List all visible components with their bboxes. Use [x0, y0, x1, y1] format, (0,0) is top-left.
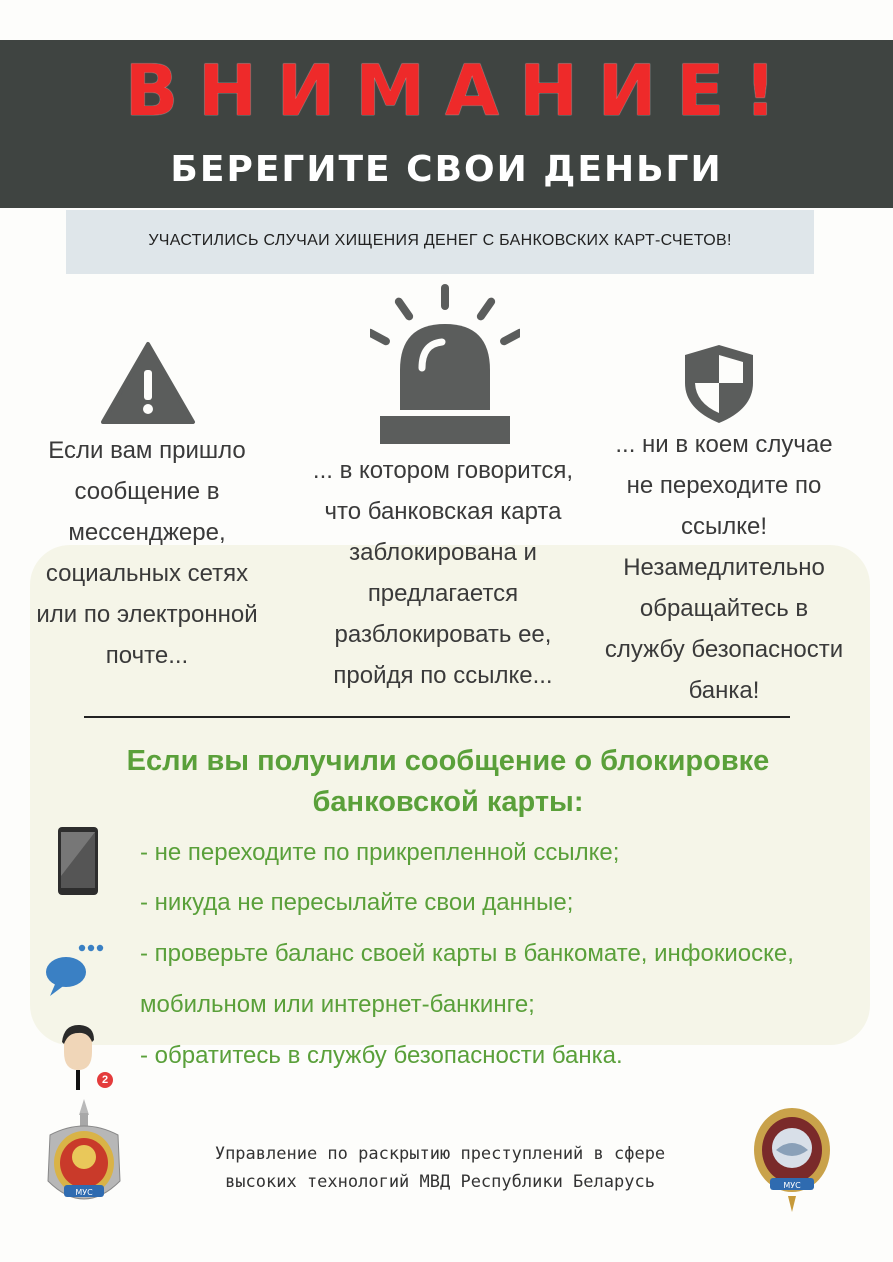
- column-line: пройдя по ссылке...: [333, 662, 553, 689]
- column-line: ... ни в коем случае: [615, 431, 833, 458]
- advice-item: - никуда не пересылайте свои данные;: [140, 889, 574, 916]
- section-divider: [84, 716, 790, 718]
- column-line: или по электронной: [36, 601, 258, 628]
- mvd-emblem-icon: [40, 1095, 128, 1219]
- column-line: сообщение в: [74, 478, 220, 505]
- advice-title-line: Если вы получили сообщение о блокировке: [126, 745, 770, 777]
- column-card-blocked: [300, 450, 586, 696]
- column-message-received: [22, 430, 272, 676]
- footer-line: высоких технологий МВД Республики Беларусь: [225, 1172, 655, 1192]
- warning-triangle-icon: [100, 340, 196, 426]
- column-line: не переходите по: [626, 472, 822, 499]
- column-line: заблокирована и: [349, 539, 537, 566]
- column-line: ... в котором говорится,: [312, 457, 574, 484]
- advice-title: [60, 741, 836, 823]
- column-do-not-click: [596, 424, 852, 711]
- emblem-caption: МУС: [75, 1188, 93, 1197]
- column-line: Незамедлительно: [623, 554, 825, 581]
- security-shield-icon: [683, 343, 755, 425]
- column-line: службу безопасности: [604, 636, 844, 663]
- smartphone-icon: [57, 826, 99, 898]
- column-line: разблокировать ее,: [334, 621, 552, 648]
- advice-title-line: банковской карты:: [312, 786, 584, 818]
- column-line: предлагается: [367, 580, 519, 607]
- footer-line: Управление по раскрытию преступлений в сфере: [214, 1144, 666, 1164]
- column-line: Если вам пришло: [48, 437, 246, 464]
- page-title: ВНИМАНИЕ!: [124, 50, 797, 132]
- column-line: социальных сетях: [45, 560, 249, 587]
- department-emblem-icon: [750, 1100, 834, 1220]
- emblem-caption: МУС: [783, 1181, 801, 1190]
- siren-alarm-icon: [370, 282, 520, 447]
- footer-organization: [150, 1140, 730, 1196]
- column-line: ссылке!: [680, 513, 768, 540]
- column-line: банка!: [688, 677, 760, 704]
- column-line: что банковская карта: [324, 498, 562, 525]
- column-line: обращайтесь в: [639, 595, 809, 622]
- chat-bubble-icon: [44, 940, 110, 998]
- advice-item: - не переходите по прикрепленной ссылке;: [140, 839, 620, 866]
- advice-item: - обратитесь в службу безопасности банка.: [140, 1042, 623, 1069]
- notice-banner-text: УЧАСТИЛИСЬ СЛУЧАИ ХИЩЕНИЯ ДЕНЕГ С БАНКОВСКИХ КАРТ-СЧЕТОВ!: [148, 232, 732, 249]
- column-line: почте...: [105, 642, 189, 669]
- notification-count: 2: [101, 1074, 109, 1086]
- advice-item: - проверьте баланс своей карты в банкомате, инфокиоске,: [140, 940, 794, 967]
- column-line: мессенджере,: [68, 519, 226, 546]
- page-subtitle: БЕРЕГИТЕ СВОИ ДЕНЬГИ: [170, 149, 723, 190]
- advice-item: мобильном или интернет-банкинге;: [140, 991, 535, 1018]
